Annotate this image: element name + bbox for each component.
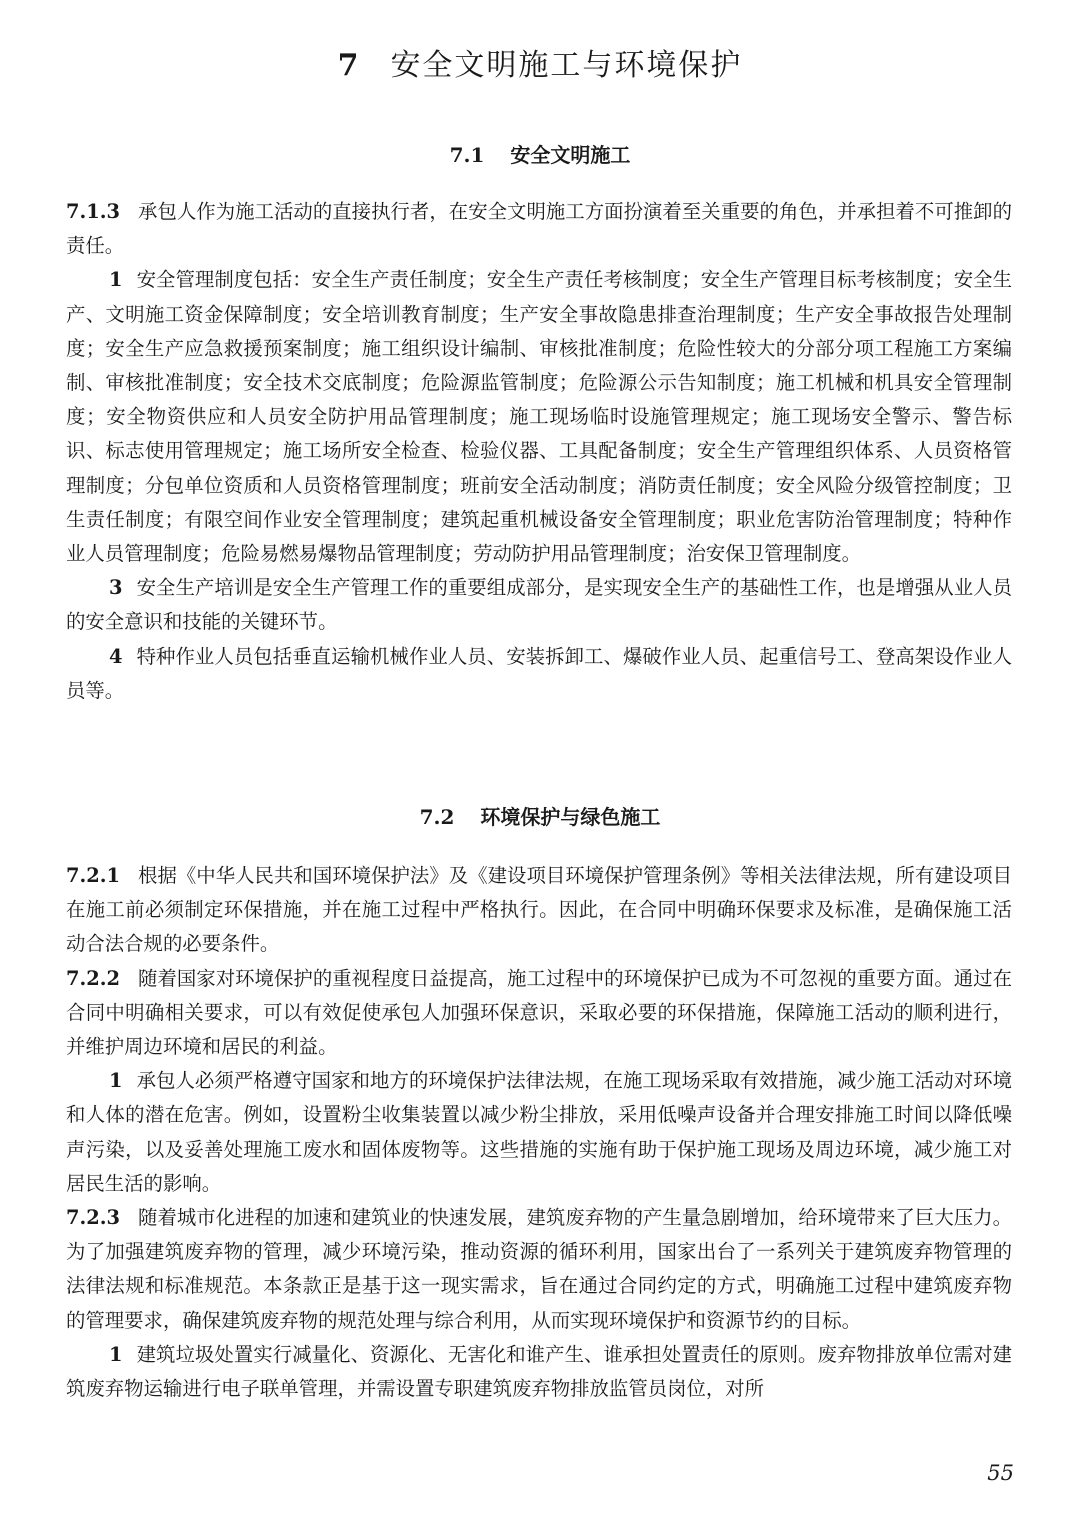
clause-7-2-3-item-1 xyxy=(66,1338,1012,1406)
clause-7-1-3 xyxy=(66,195,1012,263)
clause-7-2-1 xyxy=(66,859,1012,962)
page-number: 55 xyxy=(987,1461,1014,1485)
clause-text: 承包人作为施工活动的直接执行者，在安全文明施工方面扮演着至关重要的角色，并承担着不可推卸的责任。 xyxy=(66,200,1012,258)
item-number: 4 xyxy=(109,644,123,668)
chapter-title-text: 安全文明施工与环境保护 xyxy=(390,48,743,83)
clause-text: 随着城市化进程的加速和建筑业的快速发展，建筑废弃物的产生量急剧增加，给环境带来了巨大压力。为了加强建筑废弃物的管理，减少环境污染，推动资源的循环利用，国家出台了一系列关于建筑废弃物管理的法律法规和标准规范。本条款正是基于这一现实需求，旨在通过合同约定的方式，明确施工过程中建筑废弃物的管理要求，确保建筑废弃物的规范处理与综合利用，从而实现环境保护和资源节约的目标。 xyxy=(66,1206,1012,1332)
clause-7-2-2-item-1 xyxy=(66,1064,1012,1201)
section-title-text: 安全文明施工 xyxy=(510,143,631,167)
item-text: 建筑垃圾处置实行减量化、资源化、无害化和谁产生、谁承担处置责任的原则。废弃物排放单位需对建筑废弃物运输进行电子联单管理，并需设置专职建筑废弃物排放监管员岗位，对所 xyxy=(66,1342,1012,1401)
item-number: 1 xyxy=(109,1342,123,1366)
item-text: 安全生产培训是安全生产管理工作的重要组成部分，是实现安全生产的基础性工作，也是增强从业人员的安全意识和技能的关键环节。 xyxy=(66,576,1012,634)
section-7-1-body xyxy=(66,195,1012,708)
section-number: 7.1 xyxy=(449,143,485,167)
clause-7-1-3-item-4 xyxy=(66,640,1012,708)
clause-7-1-3-item-1 xyxy=(66,263,1012,571)
item-text: 特种作业人员包括垂直运输机械作业人员、安装拆卸工、爆破作业人员、起重信号工、登高架设作业人员等。 xyxy=(66,644,1012,702)
clause-number: 7.1.3 xyxy=(66,200,120,223)
clause-7-2-2 xyxy=(66,962,1012,1065)
clause-text: 随着国家对环境保护的重视程度日益提高，施工过程中的环境保护已成为不可忽视的重要方面。通过在合同中明确相关要求，可以有效促使承包人加强环保意识，采取必要的环保措施，保障施工活动的顺利进行，并维护周边环境和居民的利益。 xyxy=(66,966,1012,1059)
clause-7-2-3 xyxy=(66,1201,1012,1338)
clause-number: 7.2.2 xyxy=(66,966,120,990)
item-text: 安全管理制度包括：安全生产责任制度；安全生产责任考核制度；安全生产管理目标考核制度；安全生产、文明施工资金保障制度；安全培训教育制度；生产安全事故隐患排查治理制度；生产安全事故报告处理制度；安全生产应急救援预案制度；施工组织设计编制、审核批准制度；危险性较大的分部分项工程施工方案编制、审核批准制度；安全技术交底制度；危险源监管制度；危险源公示告知制度；施工机械和机具安全管理制度；安全物资供应和人员安全防护用品管理制度；施工现场临时设施管理规定；施工现场安全警示、警告标识、标志使用管理规定；施工场所安全检查、检验仪器、工具配备制度；安全生产管理组织体系、人员资格管理制度；分包单位资质和人员资格管理制度；班前安全活动制度；消防责任制度；安全风险分级管控制度；卫生责任制度；有限空间作业安全管理制度；建筑起重机械设备安全管理制度；职业危害防治管理制度；特种作业人员管理制度；危险易燃易爆物品管理制度；劳动防护用品管理制度；治安保卫管理制度。 xyxy=(66,268,1012,566)
chapter-title xyxy=(0,42,1080,90)
item-text: 承包人必须严格遵守国家和地方的环境保护法律法规，在施工现场采取有效措施，减少施工活动对环境和人体的潜在危害。例如，设置粉尘收集装置以减少粉尘排放，采用低噪声设备并合理安排施工时间以降低噪声污染，以及妥善处理施工废水和固体废物等。这些措施的实施有助于保护施工现场及周边环境，减少施工对居民生活的影响。 xyxy=(66,1069,1012,1195)
chapter-number: 7 xyxy=(337,48,361,83)
clause-number: 7.2.1 xyxy=(66,864,120,887)
section-title-text: 环境保护与绿色施工 xyxy=(480,805,661,829)
clause-7-1-3-item-3 xyxy=(66,571,1012,639)
item-number: 3 xyxy=(109,576,123,600)
section-7-2-body xyxy=(66,859,1012,1406)
clause-number: 7.2.3 xyxy=(66,1206,120,1230)
item-number: 1 xyxy=(109,268,123,292)
section-title-7-1 xyxy=(0,140,1080,170)
item-number: 1 xyxy=(109,1069,123,1093)
clause-text: 根据《中华人民共和国环境保护法》及《建设项目环境保护管理条例》等相关法律法规，所有建设项目在施工前必须制定环保措施，并在施工过程中严格执行。因此，在合同中明确环保要求及标准，是确保施工活动合法合规的必要条件。 xyxy=(66,864,1012,956)
section-number: 7.2 xyxy=(419,805,455,829)
section-title-7-2 xyxy=(0,802,1080,832)
